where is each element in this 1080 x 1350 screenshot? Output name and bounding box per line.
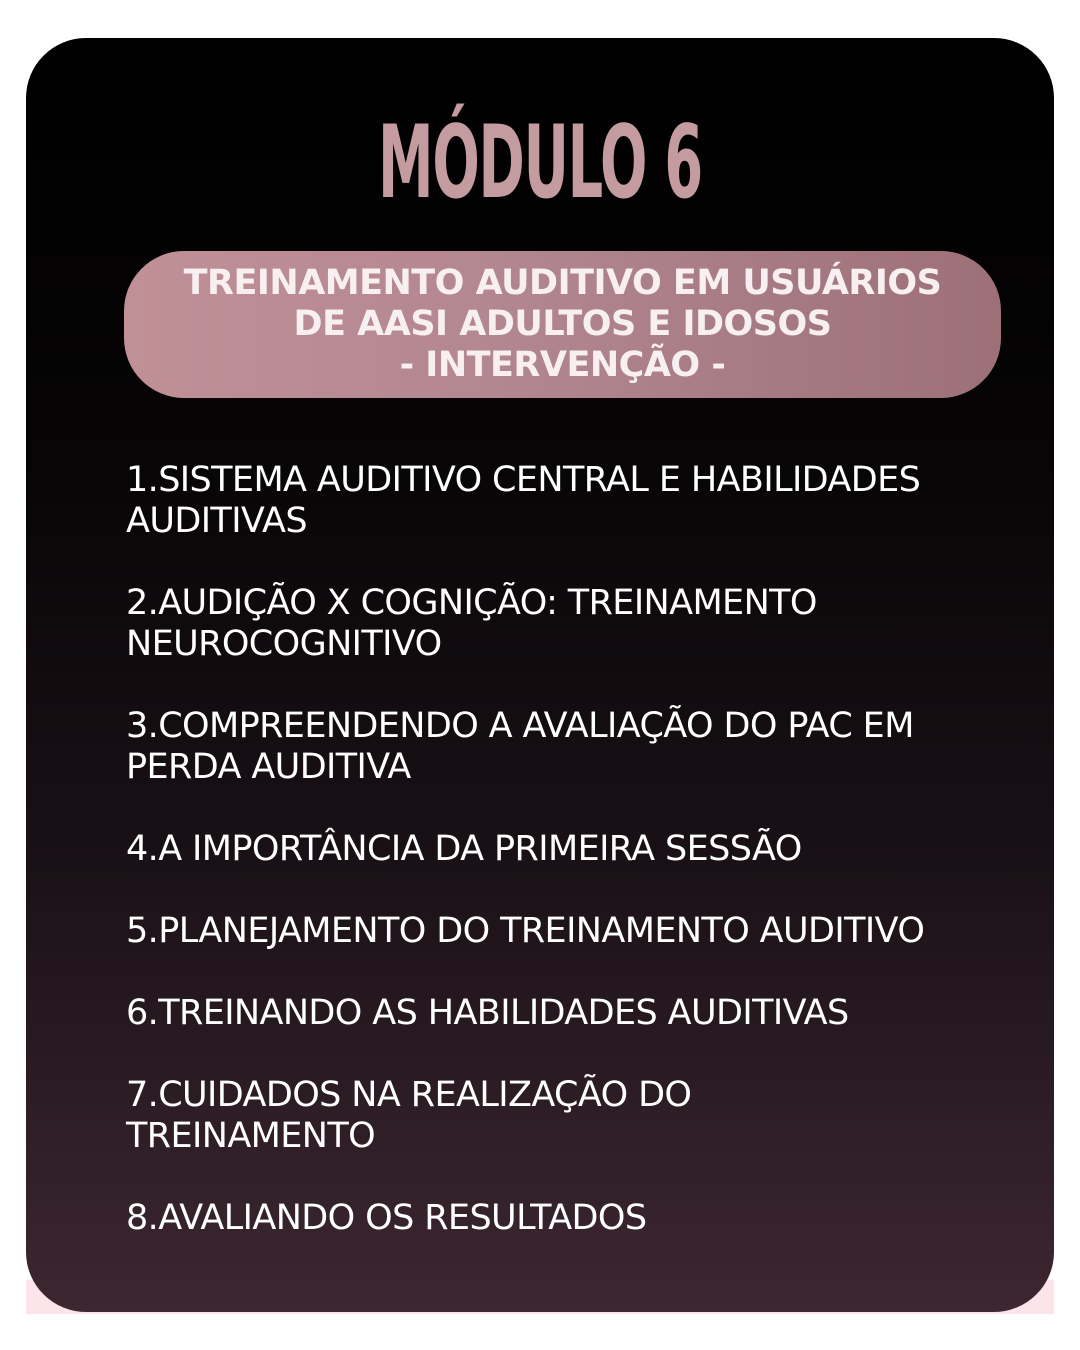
lesson-item-text-continued: NEUROCOGNITIVO bbox=[126, 624, 442, 664]
lesson-item-text: 2.AUDIÇÃO X COGNIÇÃO: TREINAMENTO bbox=[126, 583, 817, 623]
lesson-item-text: 6.TREINANDO AS HABILIDADES AUDITIVAS bbox=[126, 993, 849, 1033]
lesson-item-4 bbox=[126, 829, 1026, 870]
lesson-item-2 bbox=[126, 583, 1026, 665]
subtitle-line-2: DE AASI ADULTOS E IDOSOS bbox=[293, 304, 832, 344]
lesson-item-text: 8.AVALIANDO OS RESULTADOS bbox=[126, 1198, 647, 1238]
subtitle-line-3: - INTERVENÇÃO - bbox=[399, 345, 726, 385]
module-card bbox=[26, 38, 1054, 1312]
lesson-item-text-continued: AUDITIVAS bbox=[126, 501, 307, 541]
subtitle-banner bbox=[124, 251, 1001, 398]
lesson-item-text-continued: TREINAMENTO bbox=[126, 1116, 376, 1156]
subtitle-line-1: TREINAMENTO AUDITIVO EM USUÁRIOS bbox=[183, 263, 942, 303]
lesson-item-text-continued: PERDA AUDITIVA bbox=[126, 747, 411, 787]
module-title: MÓDULO 6 bbox=[378, 103, 702, 222]
lesson-item-text: 4.A IMPORTÂNCIA DA PRIMEIRA SESSÃO bbox=[126, 829, 802, 869]
lesson-item-text: 3.COMPREENDENDO A AVALIAÇÃO DO PAC EM bbox=[126, 706, 914, 746]
lesson-item-8 bbox=[126, 1198, 1026, 1239]
lesson-item-7 bbox=[126, 1075, 1026, 1157]
lesson-item-text: 5.PLANEJAMENTO DO TREINAMENTO AUDITIVO bbox=[126, 911, 925, 951]
lesson-item-3 bbox=[126, 706, 1026, 788]
lesson-item-6 bbox=[126, 993, 1026, 1034]
lesson-list bbox=[126, 460, 1026, 1280]
lesson-item-text: 7.CUIDADOS NA REALIZAÇÃO DO bbox=[126, 1075, 692, 1115]
lesson-item-text: 1.SISTEMA AUDITIVO CENTRAL E HABILIDADES bbox=[126, 460, 921, 500]
lesson-item-5 bbox=[126, 911, 1026, 952]
lesson-item-1 bbox=[126, 460, 1026, 542]
